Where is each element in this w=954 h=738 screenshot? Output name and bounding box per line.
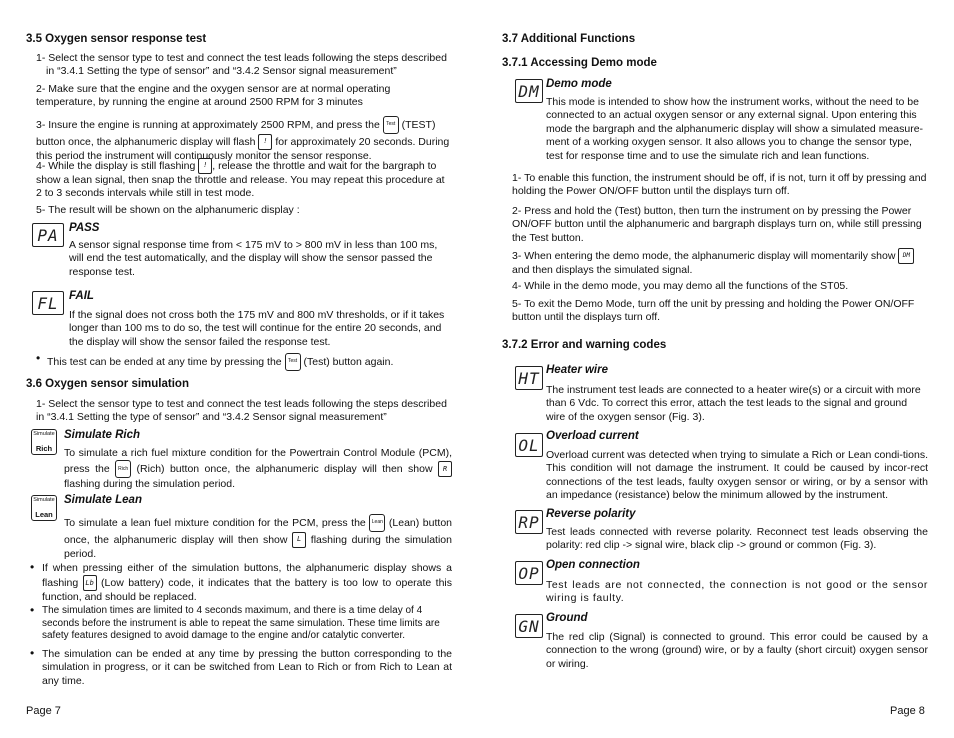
demo-mode-title: Demo mode — [546, 78, 612, 90]
heater-wire-display-icon: HT — [515, 366, 543, 390]
simulate-rich-title: Simulate Rich — [64, 429, 141, 441]
end-simulation-note: The simulation can be ended at any time by pressing the button corresponding to the simulation in progress, or it can be switched from Lean to Rich or from Rich to Lean at any time. — [42, 648, 452, 687]
ground-title: Ground — [546, 612, 588, 624]
test-button-icon: Test — [383, 116, 399, 134]
step-4-text-b: , release the throttle and wait for the bargraph to show a lean signal, then snap the throttle and release. You may repeat this procedure at 2 to 3 seconds intervals while still in test mode. — [36, 159, 445, 200]
lean-button-icon: Lean — [369, 514, 385, 532]
time-limit-note: The simulation times are limited to 4 seconds maximum, and there is a time delay of 4 seconds before the instrument is able to repeat the same simulation. These time limits are safety features designed to avoid damage to the engine and/or catalytic converter. — [42, 605, 440, 642]
pass-text: A sensor signal response time from < 175 mV to > 800 mV in less than 100 ms, will end the test automatically, and the display will show the sensor passed the response test. — [69, 239, 438, 278]
section-heading-3-5: 3.5 Oxygen sensor response test — [26, 33, 207, 45]
open-connection-title: Open connection — [546, 559, 640, 571]
flash-display-icon: ! — [258, 134, 272, 150]
rich-text-b: (Rich) button once, the alphanumeric display will then show — [136, 463, 433, 476]
lean-display-icon: L — [292, 532, 306, 548]
ground-text: The red clip (Signal) is connected to ground. This error could be caused by a connection to the wrong (ground) wire, or by a faulty (short circuit) oxygen sensor or wiring. — [546, 631, 928, 670]
heater-wire-title: Heater wire — [546, 364, 609, 376]
heater-wire-text: The instrument test leads are connected to a heater wire(s) or a circuit with more than 6 Vdc. To correct this error, attach the test leads to the signal and ground wire of the oxygen sensor (Fig. 3). — [546, 384, 921, 423]
ground-display-icon: GN — [515, 614, 543, 638]
step-3 — [36, 116, 452, 163]
section-heading-3-6: 3.6 Oxygen sensor simulation — [26, 378, 189, 390]
demo-step-2: 2- Press and hold the (Test) button, then turn the instrument on by pressing the Power ON/OFF button until the alphanumeric and bargraph displays turn on, while still pressing the Test button. — [512, 205, 922, 244]
step-4 — [36, 158, 452, 201]
battery-text-a: If when pressing either of the simulation buttons, the alphanumeric display shows a flashing — [42, 562, 452, 590]
step-5: 5- The result will be shown on the alphanumeric display : — [36, 204, 300, 216]
fail-text: If the signal does not cross both the 175 mV and 800 mV thresholds, or if it takes longer than 100 ms to do so, the test will continue for the entire 20 seconds, and the display will show the sensor failed the response test. — [69, 309, 445, 348]
bullet: • — [30, 603, 35, 617]
note-text-a: This test can be ended at any time by pressing the — [47, 355, 282, 368]
rich-button-bottom-label: Rich — [35, 444, 53, 453]
open-connection-display-icon: OP — [515, 561, 543, 585]
lean-text-a: To simulate a lean fuel mixture condition for the PCM, press the — [64, 516, 366, 529]
fail-display-icon: FL — [32, 291, 64, 315]
section-heading-3-7-1: 3.7.1 Accessing Demo mode — [502, 57, 657, 69]
demo-step-3 — [512, 248, 928, 277]
rich-button-icon: Rich — [115, 460, 131, 478]
section-heading-3-7: 3.7 Additional Functions — [502, 33, 636, 45]
demo-step-5: 5- To exit the Demo Mode, turn off the unit by pressing and holding the Power ON/OFF button until the displays turn off. — [512, 298, 915, 324]
step-4-text-a: 4- While the display is still flashing — [36, 159, 196, 172]
demo-step-1: 1- To enable this function, the instrument should be off, if is not, turn it off by pressing and holding the Power ON/OFF button until the displays turn off. — [512, 172, 927, 198]
pass-title: PASS — [69, 222, 100, 234]
demo-step-3-text-a: 3- When entering the demo mode, the alphanumeric display will momentarily show — [512, 249, 896, 262]
flash-display-icon: ! — [198, 158, 212, 174]
section-heading-3-7-2: 3.7.2 Error and warning codes — [502, 339, 667, 351]
sim-step-1: 1- Select the sensor type to test and connect the test leads following the steps described in “3.4.1 Setting the type of sensor” and “3.4.2 Sensor signal measurement” — [36, 398, 447, 424]
demo-step-3-text-b: and then displays the simulated signal. — [512, 264, 693, 276]
step-3-text-a: 3- Insure the engine is running at approximately 2500 RPM, and press the — [36, 118, 380, 131]
note-text-b: (Test) button again. — [303, 355, 394, 368]
rich-text-c: flashing during the simulation period. — [64, 478, 236, 491]
overload-title: Overload current — [546, 430, 639, 442]
step-2: 2- Make sure that the engine and the oxygen sensor are at normal operating temperature, by running the engine at around 2500 RPM for 3 minutes — [36, 83, 391, 109]
fail-title: FAIL — [69, 290, 94, 302]
step-3-text-c: for approximately 20 seconds. During this period the instrument will continuously monitor the sensor response. — [36, 135, 450, 162]
page-number-left: Page 7 — [26, 705, 61, 717]
demo-display-icon: DM — [515, 79, 543, 103]
overload-display-icon: OL — [515, 433, 543, 457]
rich-text-a: To simulate a rich fuel mixture condition for the Powertrain Control Module (PCM), press the — [64, 447, 452, 476]
simulate-lean-text — [64, 514, 452, 561]
reverse-polarity-title: Reverse polarity — [546, 508, 636, 520]
overload-text: Overload current was detected when trying to simulate a Rich or Lean condi-tions. This condition will not damage the instrument. It could be caused by incor-rect connections of the test leads, faulty oxygen sensor or wiring, or by a sensor with an impedance (resistance) below the minimum allowed by the instrument. — [546, 449, 928, 502]
test-end-note — [47, 353, 452, 371]
lean-button-bottom-label: Lean — [35, 510, 53, 519]
bullet: • — [30, 560, 35, 574]
simulate-rich-text — [64, 447, 452, 492]
low-battery-note — [42, 562, 452, 605]
lean-button-top-label: Simulate — [33, 497, 55, 503]
demo-mode-text: This mode is intended to show how the instrument works, without the need to be connected to an actual oxygen sensor or any external signal. Upon entering this mode the bargraph and the alphanumeric display will show a simulated measure-ment of a working oxygen sensor. It also allows you to change the sensor type, test for response time and to use the simulate rich and lean functions. — [546, 96, 924, 162]
simulate-lean-button-icon — [31, 495, 57, 521]
simulate-rich-button-icon — [31, 429, 57, 455]
open-connection-text: Test leads are not connected, the connection is not good or the sensor wiring is faulty. — [546, 579, 928, 605]
reverse-polarity-text: Test leads connected with reverse polarity. Reconnect test leads observing the polarity: red clip -> signal wire, black clip -> ground or common (Fig. 3). — [546, 526, 928, 552]
lean-text-c: flashing during the simulation period. — [64, 533, 452, 560]
reverse-polarity-display-icon: RP — [515, 510, 543, 534]
simulate-lean-title: Simulate Lean — [64, 494, 142, 506]
bullet: • — [30, 646, 35, 660]
battery-text-b: (Low battery) code, it indicates that the battery is too low to operate this function, and should be replaced. — [42, 577, 453, 604]
step-3-text-b: (TEST) button once, the alphanumeric display will flash — [36, 118, 436, 148]
low-battery-display-icon: Lb — [83, 575, 97, 591]
demo-display-small-icon: DM — [898, 248, 914, 264]
step-1: 1- Select the sensor type to test and connect the test leads following the steps described in “3.4.1 Setting the type of sensor” and “3.4.2 Sensor signal measurement” — [36, 52, 447, 78]
pass-display-icon: PA — [32, 223, 64, 247]
page-number-right: Page 8 — [890, 705, 925, 717]
rich-button-top-label: Simulate — [33, 431, 55, 437]
demo-step-4: 4- While in the demo mode, you may demo all the functions of the ST05. — [512, 280, 849, 292]
lean-text-b: (Lean) button once, the alphanumeric display will then show — [64, 516, 452, 546]
test-button-icon: Test — [285, 353, 301, 371]
bullet: • — [36, 351, 41, 365]
rich-display-icon: R — [438, 461, 452, 477]
